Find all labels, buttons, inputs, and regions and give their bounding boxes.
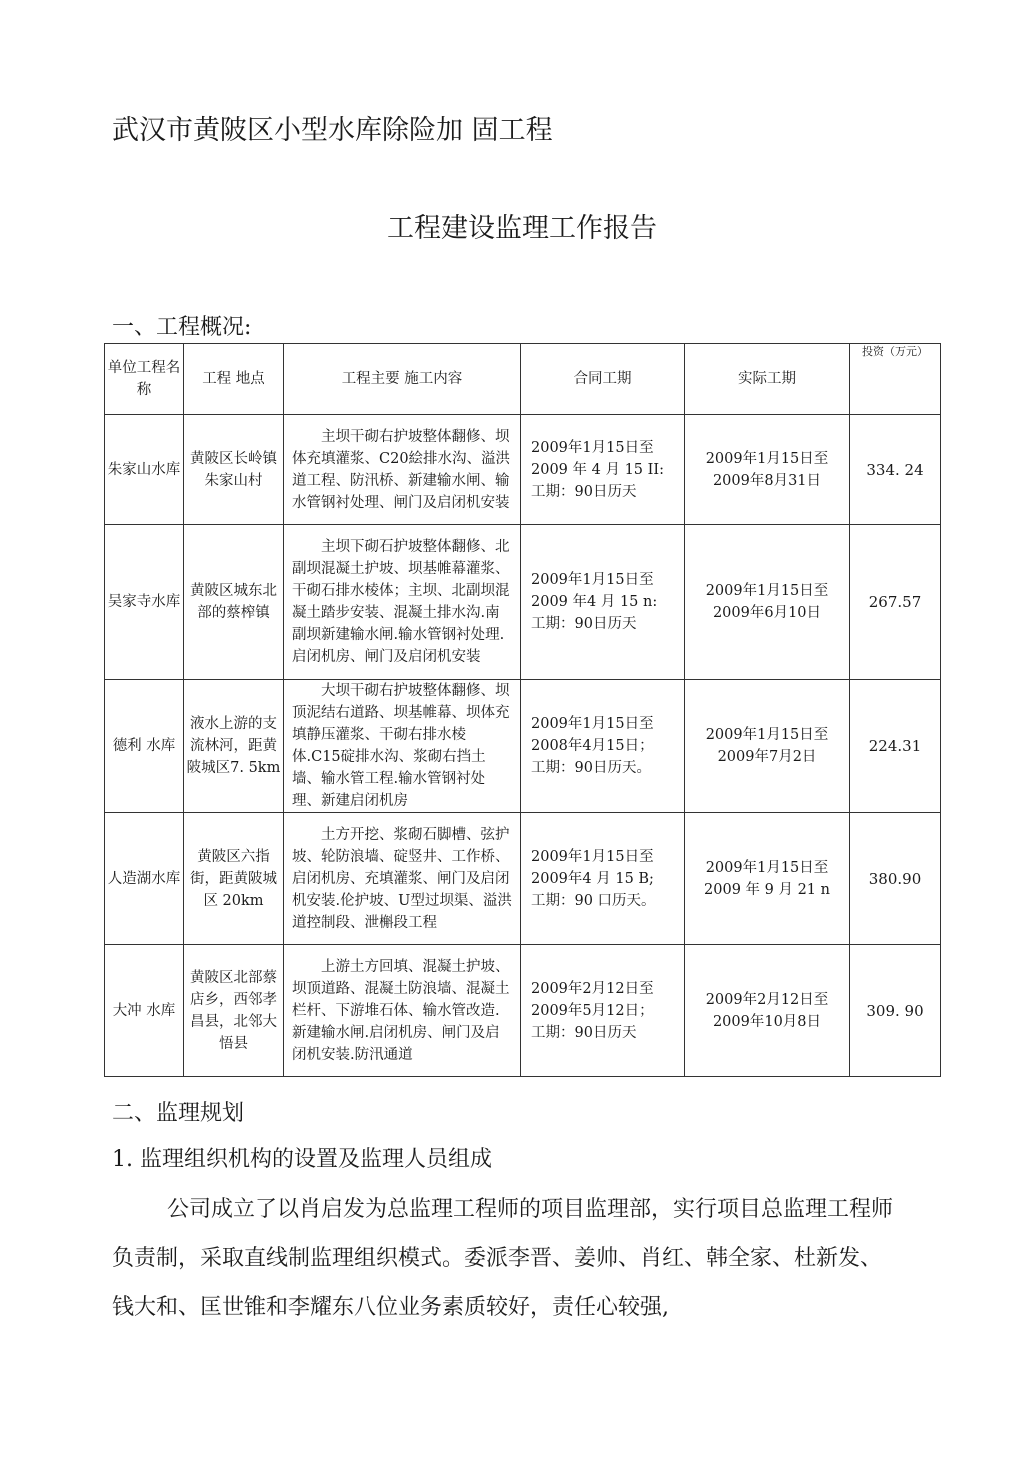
table-header-row bbox=[105, 344, 941, 415]
cell-contract bbox=[521, 813, 685, 945]
header-location: 工程 地点 bbox=[184, 344, 284, 415]
contract-line: 2009年1月15日至 bbox=[531, 439, 654, 456]
section2-1-heading: 1. 监理组织机构的设置及监理人员组成 bbox=[112, 1147, 492, 1172]
doc-title-line1: 武汉市黄陂区小型水库除险加 固工程 bbox=[112, 115, 553, 146]
cell-location: 液水上游的支流林河，距黄陂城区7. 5km bbox=[184, 680, 284, 813]
actual-line: 2009年7月2日 bbox=[717, 749, 817, 765]
actual-line: 2009年10月8日 bbox=[712, 1013, 822, 1030]
cell-actual bbox=[685, 415, 850, 525]
cell-name: 德利 水库 bbox=[105, 680, 184, 813]
cell-contract bbox=[521, 525, 685, 680]
cell-content: 主坝下砌石护坡整体翻修、北副坝混凝土护坡、坝基帷幕灌浆、干砌石排水棱体；主坝、北副坝混凝土踏步安装、混凝土排水沟.南副坝新建输水闸.输水管钢衬处理.启闭机房、闸门及启闭机安装 bbox=[284, 525, 521, 680]
table-row bbox=[105, 525, 941, 680]
cell-location: 黄陂区长岭镇朱家山村 bbox=[184, 415, 284, 525]
contract-line: 2009年1月15日至 bbox=[531, 848, 654, 865]
body-paragraph: 公司成立了以肖启发为总监理工程师的项目监理部，实行项目总监理工程师负责制，采取直线制监理组织模式。委派李晋、姜帅、肖红、韩全家、杜新发、钱大和、匡世锥和李耀东八位业务素质较好，责任心较强, bbox=[112, 1197, 894, 1320]
contract-line: 2009年1月15日至 bbox=[531, 572, 654, 588]
header-unit-name: 单位工程名称 bbox=[105, 344, 184, 415]
cell-investment: 267.57 bbox=[850, 525, 941, 680]
contract-line: 2009 年4 月 15 n: bbox=[531, 594, 658, 610]
actual-line: 2009年6月10日 bbox=[712, 605, 822, 621]
cell-actual bbox=[685, 680, 850, 813]
contract-line: 2009年5月12日； bbox=[531, 1002, 654, 1019]
section2-heading: 二、监理规划 bbox=[112, 1101, 245, 1126]
cell-location: 黄陂区北部蔡店乡，西邻孝昌县，北邻大悟县 bbox=[184, 945, 284, 1077]
contract-line: 工期：90日历天 bbox=[531, 616, 637, 632]
actual-line: 2009年8月31日 bbox=[712, 472, 822, 489]
header-investment: 投资（万元） bbox=[850, 344, 941, 415]
table-row bbox=[105, 813, 941, 945]
project-overview-table bbox=[104, 343, 941, 1077]
contract-line: 2008年4月15日； bbox=[531, 738, 654, 754]
cell-actual bbox=[685, 525, 850, 680]
cell-contract bbox=[521, 415, 685, 525]
header-contract-period: 合同工期 bbox=[521, 344, 685, 415]
cell-name: 大冲 水库 bbox=[105, 945, 184, 1077]
cell-contract bbox=[521, 680, 685, 813]
section1-heading: 一、工程概况: bbox=[112, 315, 252, 340]
cell-contract bbox=[521, 945, 685, 1077]
cell-name: 吴家寺水库 bbox=[105, 525, 184, 680]
actual-line: 2009年1月15日至 bbox=[705, 727, 829, 743]
contract-line: 2009年1月15日至 bbox=[531, 716, 654, 732]
table-row bbox=[105, 945, 941, 1077]
contract-line: 2009年4 月 15 B; bbox=[531, 870, 654, 887]
contract-line: 工期：90日历天 bbox=[531, 1024, 637, 1041]
actual-line: 2009 年 9 月 21 n bbox=[704, 881, 830, 898]
contract-line: 工期：90日历天 bbox=[531, 483, 637, 500]
doc-title-line2: 工程建设监理工作报告 bbox=[387, 213, 657, 244]
cell-actual bbox=[685, 945, 850, 1077]
contract-line: 2009年2月12日至 bbox=[531, 980, 654, 997]
cell-name: 人造湖水库 bbox=[105, 813, 184, 945]
cell-investment: 309. 90 bbox=[850, 945, 941, 1077]
cell-content: 大坝干砌右护坡整体翻修、坝顶泥结右道路、坝基帷幕、坝体充填静压灌浆、干砌右排水棱体.C15碇排水沟、浆砌右挡土墙、输水管工程.输水管钢衬处理、新建启闭机房 bbox=[284, 680, 521, 813]
contract-line: 工期：90日历天。 bbox=[531, 760, 651, 776]
actual-line: 2009年1月15日至 bbox=[705, 583, 829, 599]
cell-investment: 334. 24 bbox=[850, 415, 941, 525]
cell-name: 朱家山水库 bbox=[105, 415, 184, 525]
contract-line: 2009 年 4 月 15 II: bbox=[531, 461, 664, 478]
cell-location: 黄陂区六指街，距黄陂城区 20km bbox=[184, 813, 284, 945]
cell-content: 上游土方回填、混凝土护坡、坝顶道路、混凝土防浪墙、混凝土栏杆、下游堆石体、输水管改造.新建输水闸.启闭机房、闸门及启闭机安装.防汛通道 bbox=[284, 945, 521, 1077]
table-row bbox=[105, 415, 941, 525]
header-content: 工程主要 施工内容 bbox=[284, 344, 521, 415]
actual-line: 2009年1月15日至 bbox=[705, 859, 829, 876]
actual-line: 2009年1月15日至 bbox=[705, 450, 829, 467]
actual-line: 2009年2月12日至 bbox=[705, 991, 829, 1008]
cell-investment: 224.31 bbox=[850, 680, 941, 813]
cell-content: 土方开挖、浆砌石脚槽、弦护坡、轮防浪墙、碇竖井、工作桥、启闭机房、充填灌浆、闸门及启闭机安装.伦护坡、U型过坝渠、溢洪道控制段、泄槲段工程 bbox=[284, 813, 521, 945]
cell-investment: 380.90 bbox=[850, 813, 941, 945]
contract-line: 工期：90 口历天。 bbox=[531, 892, 656, 909]
header-actual-period: 实际工期 bbox=[685, 344, 850, 415]
cell-content: 主坝干砌右护坡整体翻修、坝体充填灌浆、C20絵排水沟、溢洪道工程、防汛桥、新建输水闸、输水管钢衬处理、闸门及启闭机安装 bbox=[284, 415, 521, 525]
cell-location: 黄陂区城东北部的蔡榨镇 bbox=[184, 525, 284, 680]
table-row bbox=[105, 680, 941, 813]
cell-actual bbox=[685, 813, 850, 945]
